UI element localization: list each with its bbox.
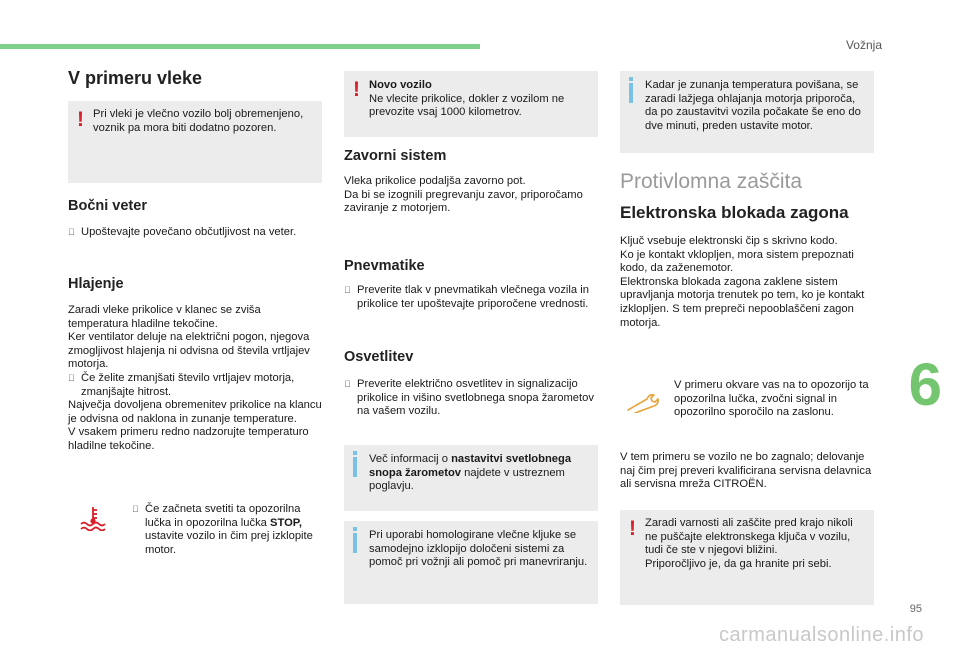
exclamation-icon: ! (77, 108, 84, 131)
chapter-number: 6 (908, 351, 942, 418)
info-icon (353, 457, 357, 477)
list-item (68, 226, 323, 240)
key-note-text: V primeru okvare vas na to opozorijo ta opozorilna lučka, zvočni signal in opozorilno sporočilo na zaslonu. (674, 379, 869, 419)
bullet-text: Če želite zmanjšati število vrtljajev motorja, zmanjšajte hitrost. (81, 371, 295, 398)
info-text: Kadar je zunanja temperatura povišana, se zaradi lažjega ohlajanja motorja priporoča, da po zaustavitvi vozila počakate še eno do dve minuti, preden ustavite motor. (645, 79, 861, 132)
paragraph: Da bi se izognili pregrevanju zavor, priporočamo zaviranje z motorjem. (344, 188, 583, 215)
info-text: Pri uporabi homologirane vlečne kljuke se samodejno izklopijo določeni sistemi za pomoč pri vožnji ali pomoč pri manevriranju. (369, 529, 588, 569)
square-bullet-icon (132, 503, 145, 557)
list-item (68, 372, 323, 399)
bullet-text: Upoštevajte povečano občutljivost na veter. (81, 226, 297, 238)
paragraph: Ko je kontakt vklopljen, mora sistem prepoznati kodo, da zaženemotor. (620, 248, 854, 275)
list-item (132, 503, 322, 557)
warning-box (68, 101, 322, 183)
brakes-text (344, 175, 598, 216)
info-text: Več informacij o nastavitvi svetlobnega snopa žarometov najdete v ustreznem poglavju. (369, 453, 572, 493)
square-bullet-icon (68, 372, 81, 399)
paragraph: Največja dovoljena obremenitev prikolice na klancu je odvisna od naklona in zunanje temperature. (68, 399, 322, 425)
heading-cooling: Hlajenje (68, 276, 124, 292)
info-box (344, 445, 598, 511)
cooling-text (68, 304, 323, 454)
wrench-key-icon (626, 393, 660, 413)
section-title: Protivlomna zaščita (620, 170, 803, 193)
heading-brakes: Zavorni sistem (344, 148, 447, 164)
square-bullet-icon (68, 226, 81, 240)
info-box (344, 521, 598, 604)
square-bullet-icon (344, 378, 357, 419)
exclamation-icon: ! (353, 78, 360, 101)
warning-text: Zaradi varnosti ali zaščite pred krajo nikoli ne puščajte elektronskega ključa v vozilu, tudi če ste v njegovi bližini. Priporočljivo je, da ga hranite pri sebi. (645, 517, 853, 570)
paragraph: Elektronska blokada zagona zaklene sistem upravljanja motorja trenutek po tem, ko je kontakt izklopljen. S tem prepreči nepooblaščeni zagon motorja. (620, 275, 865, 329)
bullet-text: Če začneta svetiti ta opozorilna lučka in opozorilna lučka STOP, ustavite vozilo in čim prej izklopite motor. (145, 503, 313, 556)
watermark: carmanualsonline.info (718, 624, 924, 646)
immobiliser-text (620, 235, 876, 330)
section-label: Vožnja (845, 38, 882, 52)
warning-box (344, 71, 598, 137)
list-item (344, 284, 600, 311)
bullet-text: Preverite tlak v pnevmatikah vlečnega vozila in prikolice ter upoštevajte priporočene vrednosti. (357, 284, 589, 310)
paragraph: Ker ventilator deluje na električni pogon, njegova zmogljivost hlajenja ni odvisna od števila vrtljajev motorja. (68, 331, 310, 371)
page-title: V primeru vleke (68, 68, 203, 88)
paragraph: Vleka prikolice podaljša zavorno pot. (344, 175, 526, 187)
heading-tyres: Pnevmatike (344, 258, 425, 274)
paragraph: Zaradi vleke prikolice v klanec se zviša temperatura hladilne tekočine. (68, 304, 261, 330)
list-item (344, 378, 600, 419)
heading-lighting: Osvetlitev (344, 349, 414, 365)
heading-immobiliser: Elektronska blokada zagona (620, 203, 849, 222)
paragraph: Ključ vsebuje elektronski čip s skrivno kodo. (620, 235, 838, 247)
info-box (620, 71, 874, 153)
header-accent-bar (0, 44, 480, 49)
info-icon (629, 83, 633, 103)
warning-text: Novo vozilo Ne vlecite prikolice, dokler z vozilom ne prevozite vsaj 1000 kilometrov. (369, 79, 565, 119)
warning-box (620, 510, 874, 605)
coolant-temperature-icon (78, 505, 108, 531)
warning-text: Pri vleki je vlečno vozilo bolj obremenjeno, voznik pa mora biti dodatno pozoren. (93, 108, 304, 134)
heading-crosswind: Bočni veter (68, 198, 147, 214)
page-number: 95 (909, 603, 922, 615)
info-icon (353, 533, 357, 553)
paragraph: V vsakem primeru redno nadzorujte temperaturo hladilne tekočine. (68, 426, 309, 452)
paragraph: V tem primeru se vozilo ne bo zagnalo; delovanje naj čim prej preveri kvalificirana servisna delavnica ali servisna mreža CITROËN. (620, 451, 872, 491)
bullet-text: Preverite električno osvetlitev in signalizacijo prikolice in višino svetlobnega snopa žarometov na vašem vozilu. (357, 378, 594, 418)
square-bullet-icon (344, 284, 357, 311)
exclamation-icon: ! (629, 517, 636, 540)
